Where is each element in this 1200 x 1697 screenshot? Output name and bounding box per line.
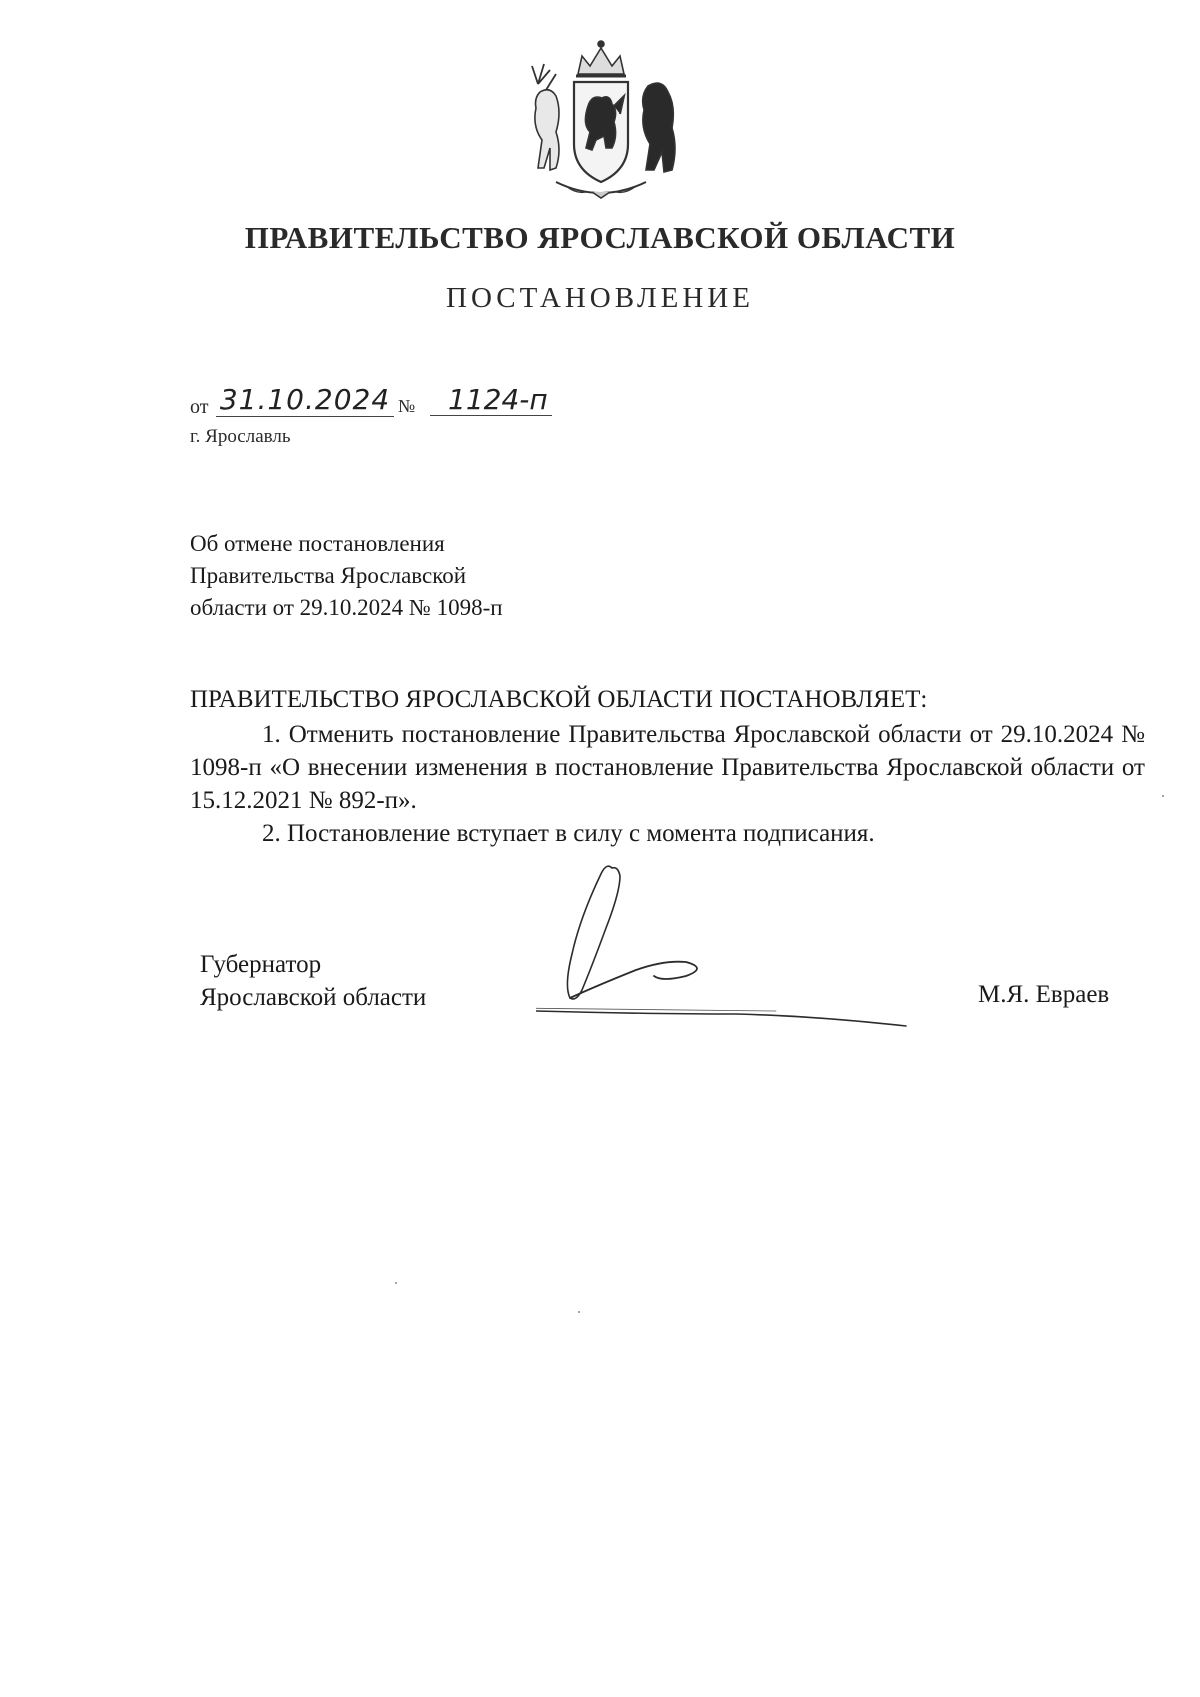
handwritten-signature-icon — [536, 858, 946, 1038]
scan-speck — [395, 1282, 397, 1284]
subject-line: Об отмене постановления — [190, 531, 445, 556]
document-type: ПОСТАНОВЛЕНИЕ — [446, 282, 754, 314]
position-line: Губернатор — [200, 951, 322, 978]
scan-speck — [578, 1311, 580, 1313]
document-body — [190, 718, 1145, 850]
city-label: г. Ярославль — [190, 426, 291, 447]
number-label: № — [398, 396, 416, 416]
document-subject — [190, 528, 503, 624]
subject-line: области от 29.10.2024 № 1098-п — [190, 595, 503, 620]
decrees-heading: ПРАВИТЕЛЬСТВО ЯРОСЛАВСКОЙ ОБЛАСТИ ПОСТАНОВЛЯЕТ: — [190, 686, 928, 713]
date-from-label: от — [190, 396, 209, 418]
position-line: Ярославской области — [200, 984, 427, 1011]
scan-speck — [1162, 795, 1164, 797]
dateline — [190, 384, 690, 424]
body-item: 2. Постановление вступает в силу с момента подписания. — [262, 820, 875, 847]
document-date: 31.10.2024 — [216, 384, 394, 417]
organization-title: ПРАВИТЕЛЬСТВО ЯРОСЛАВСКОЙ ОБЛАСТИ — [244, 220, 956, 255]
body-item: 1. Отменить постановление Правительства Ярославской области от 29.10.2024 № 1098-п «О внесении изменения в постановление Правительства Ярославской области от 15.12.2021 № 892-п». — [190, 721, 1145, 814]
signatory-position — [200, 948, 426, 1014]
signatory-name: М.Я. Евраев — [978, 981, 1110, 1008]
coat-of-arms-icon — [516, 36, 686, 204]
document-number: 1124-п — [430, 384, 552, 416]
subject-line: Правительства Ярославской — [190, 563, 467, 588]
